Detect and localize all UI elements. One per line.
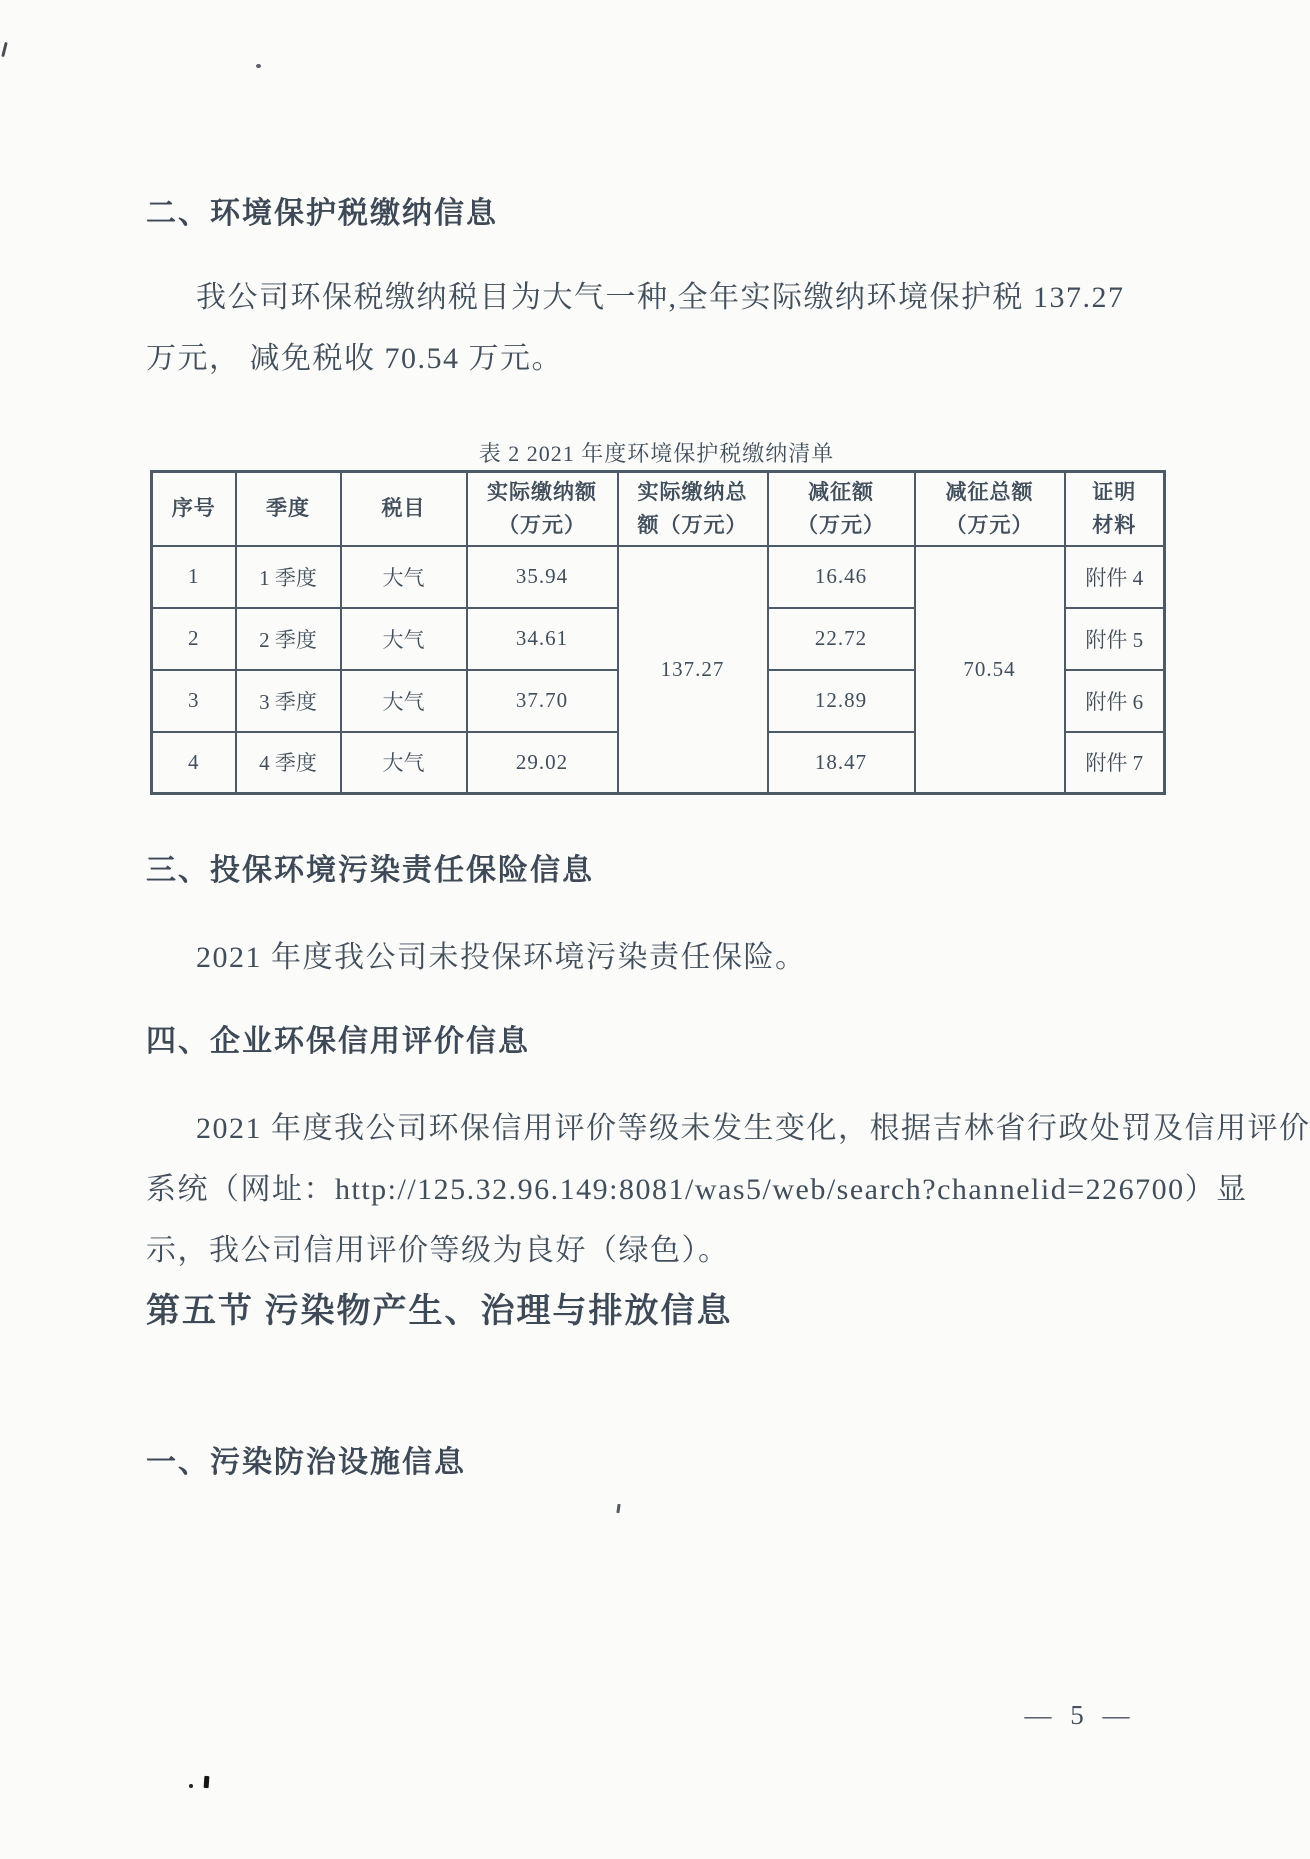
scan-artifact-glyph-bottom — [204, 1776, 210, 1788]
cell-q3-reduction: 12.89 — [768, 670, 915, 732]
tax-payment-table — [150, 470, 1166, 795]
cell-q3-seq: 3 — [152, 670, 236, 732]
cell-q1-reduction: 16.46 — [768, 546, 915, 608]
scan-artifact-tick — [616, 1504, 620, 1513]
credit-paragraph-line-2: 系统（网址：http://125.32.96.149:8081/was5/web/search?channelid=226700）显 — [146, 1173, 1248, 1206]
cell-q3-paid: 37.70 — [467, 670, 618, 732]
cell-q2-paid: 34.61 — [467, 608, 618, 670]
page-number: — 5 — — [1024, 1700, 1136, 1730]
scan-artifact-dot-bottom — [189, 1784, 193, 1788]
section-heading-tax: 二、环境保护税缴纳信息 — [146, 197, 498, 230]
cell-q4-seq: 4 — [152, 732, 236, 794]
section-heading-credit: 四、企业环保信用评价信息 — [146, 1025, 530, 1058]
cell-q2-item: 大气 — [341, 608, 467, 670]
cell-q4-attachment: 附件 7 — [1065, 732, 1165, 794]
col-header-paid: 实际缴纳额 （万元） — [467, 472, 618, 546]
scan-artifact-slash — [1, 42, 8, 57]
cell-q1-paid: 35.94 — [467, 546, 618, 608]
tax-paragraph-line-1: 我公司环保税缴纳税目为大气一种,全年实际缴纳环境保护税 137.27 — [196, 281, 1125, 314]
insurance-paragraph: 2021 年度我公司未投保环境污染责任保险。 — [196, 941, 807, 974]
cell-q1-quarter: 1 季度 — [236, 546, 341, 608]
scan-artifact-dot-top — [256, 64, 261, 68]
cell-q2-reduction: 22.72 — [768, 608, 915, 670]
table-header-row — [152, 472, 1165, 546]
section-heading-facilities: 一、污染防治设施信息 — [146, 1446, 466, 1479]
cell-q4-reduction: 18.47 — [768, 732, 915, 794]
cell-reduction-total: 70.54 — [915, 546, 1065, 794]
cell-q1-seq: 1 — [152, 546, 236, 608]
cell-q1-attachment: 附件 4 — [1065, 546, 1165, 608]
cell-q1-item: 大气 — [341, 546, 467, 608]
col-header-reduction: 减征额 （万元） — [768, 472, 915, 546]
cell-paid-total: 137.27 — [618, 546, 768, 794]
cell-q2-quarter: 2 季度 — [236, 608, 341, 670]
credit-paragraph-line-1: 2021 年度我公司环保信用评价等级未发生变化，根据吉林省行政处罚及信用评价 — [196, 1112, 1310, 1145]
cell-q4-quarter: 4 季度 — [236, 732, 341, 794]
col-header-quarter: 季度 — [236, 472, 341, 546]
cell-q4-paid: 29.02 — [467, 732, 618, 794]
col-header-tax-item: 税目 — [341, 472, 467, 546]
credit-paragraph-line-3: 示，我公司信用评价等级为良好（绿色）。 — [146, 1234, 730, 1267]
col-header-evidence: 证明 材料 — [1065, 472, 1165, 546]
section-heading-insurance: 三、投保环境污染责任保险信息 — [146, 854, 594, 887]
col-header-seq: 序号 — [152, 472, 236, 546]
table-caption: 表 2 2021 年度环境保护税缴纳清单 — [478, 441, 835, 466]
chapter-heading-pollution: 第五节 污染物产生、治理与排放信息 — [146, 1293, 733, 1330]
cell-q4-item: 大气 — [341, 732, 467, 794]
cell-q2-seq: 2 — [152, 608, 236, 670]
table-row-q1 — [152, 546, 1165, 608]
cell-q3-attachment: 附件 6 — [1065, 670, 1165, 732]
cell-q2-attachment: 附件 5 — [1065, 608, 1165, 670]
col-header-paid-total: 实际缴纳总 额（万元） — [618, 472, 768, 546]
col-header-reduction-total: 减征总额 （万元） — [915, 472, 1065, 546]
cell-q3-quarter: 3 季度 — [236, 670, 341, 732]
tax-paragraph-line-2: 万元， 减免税收 70.54 万元。 — [146, 342, 563, 375]
cell-q3-item: 大气 — [341, 670, 467, 732]
